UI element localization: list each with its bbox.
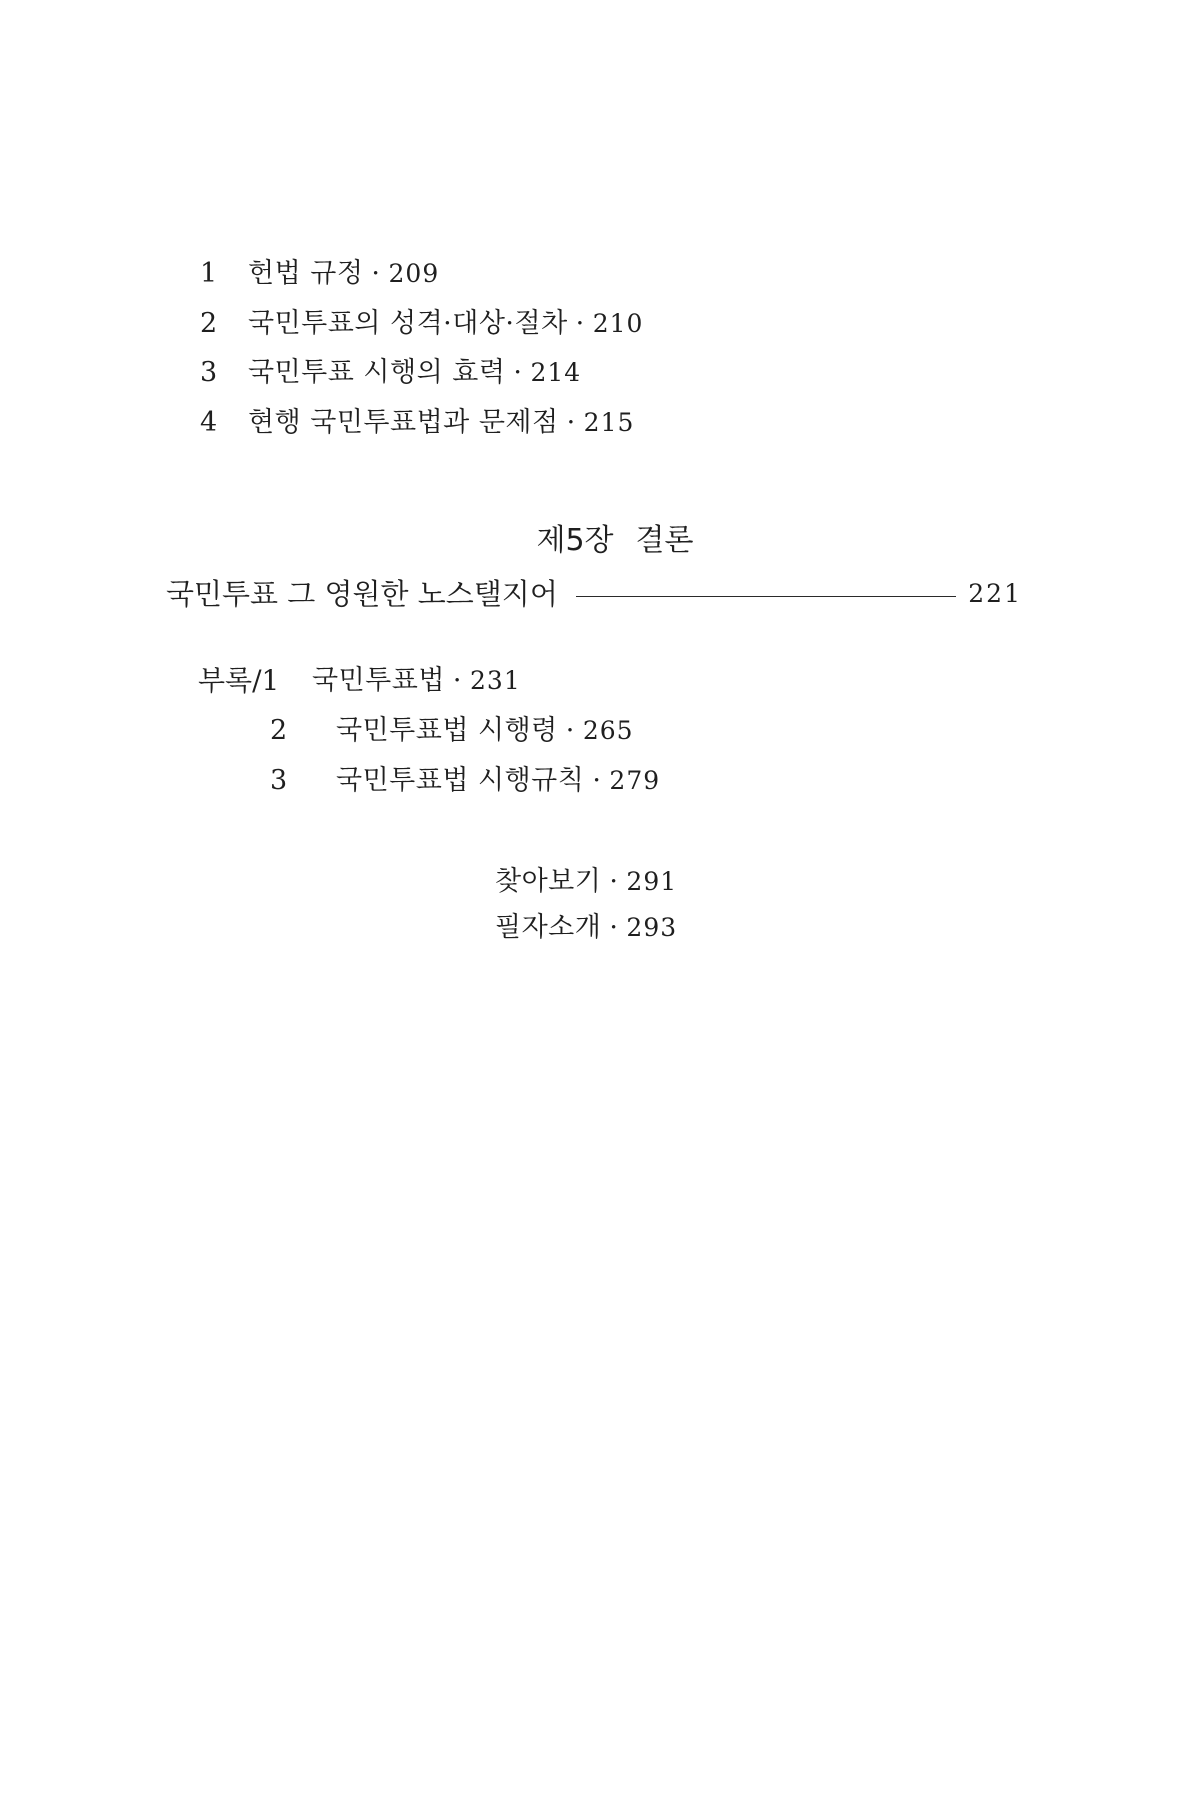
entry-page: 210 [592,309,644,338]
entry-separator: · [609,912,619,943]
entry-page: 231 [470,666,521,695]
appendix-entry[interactable] [309,663,521,699]
entry-title: 현행 국민투표법과 문제점 [248,407,559,438]
leader-line [576,596,956,597]
appendix-label: 부록/1 [198,664,280,697]
entry-number: 3 [200,357,218,388]
entry-page: 265 [582,716,634,745]
entry-separator: · [452,665,463,696]
entry-number: 3 [270,765,288,796]
entry-number: 2 [200,308,218,339]
entry-separator: · [566,407,576,438]
entry-separator: · [575,308,585,339]
entry-separator: · [609,866,619,897]
entry-title: 국민투표 시행의 효력 [248,357,506,388]
appendix-entry[interactable] [270,763,660,799]
chapter-entry-title: 국민투표 그 영원한 노스탤지어 [166,577,558,611]
entry-separator: · [371,258,381,289]
toc-entry[interactable] [200,355,581,391]
entry-number: 4 [200,407,218,438]
toc-entry[interactable] [200,256,439,292]
entry-title: 필자소개 [495,912,602,943]
entry-title: 국민투표법 시행규칙 [336,765,585,796]
entry-page: 291 [626,867,678,896]
entry-number: 2 [270,715,288,746]
entry-title: 찾아보기 [495,866,602,897]
chapter-entry[interactable] [166,574,1022,614]
entry-separator: · [565,715,575,746]
entry-title: 국민투표법 시행령 [336,715,558,746]
toc-entry[interactable] [200,405,634,441]
entry-page: 293 [626,913,678,942]
chapter-entry-page: 221 [968,579,1022,608]
chapter-title: 결론 [635,523,694,558]
entry-page: 209 [388,259,440,288]
entry-page: 214 [530,358,582,387]
entry-title: 헌법 규정 [248,258,364,289]
appendix-entry[interactable] [270,713,634,749]
chapter-heading [0,521,1200,561]
toc-entry[interactable] [200,306,643,342]
entry-title: 국민투표의 성격·대상·절차 [248,308,568,339]
entry-page: 279 [609,766,661,795]
entry-separator: · [592,765,602,796]
entry-separator: · [513,357,523,388]
author-intro-entry[interactable] [495,910,677,946]
entry-number: 1 [200,258,218,289]
entry-page: 215 [583,408,635,437]
entry-title: 국민투표법 [312,665,445,696]
chapter-number: 제5장 [536,523,614,558]
index-entry[interactable] [495,864,677,900]
